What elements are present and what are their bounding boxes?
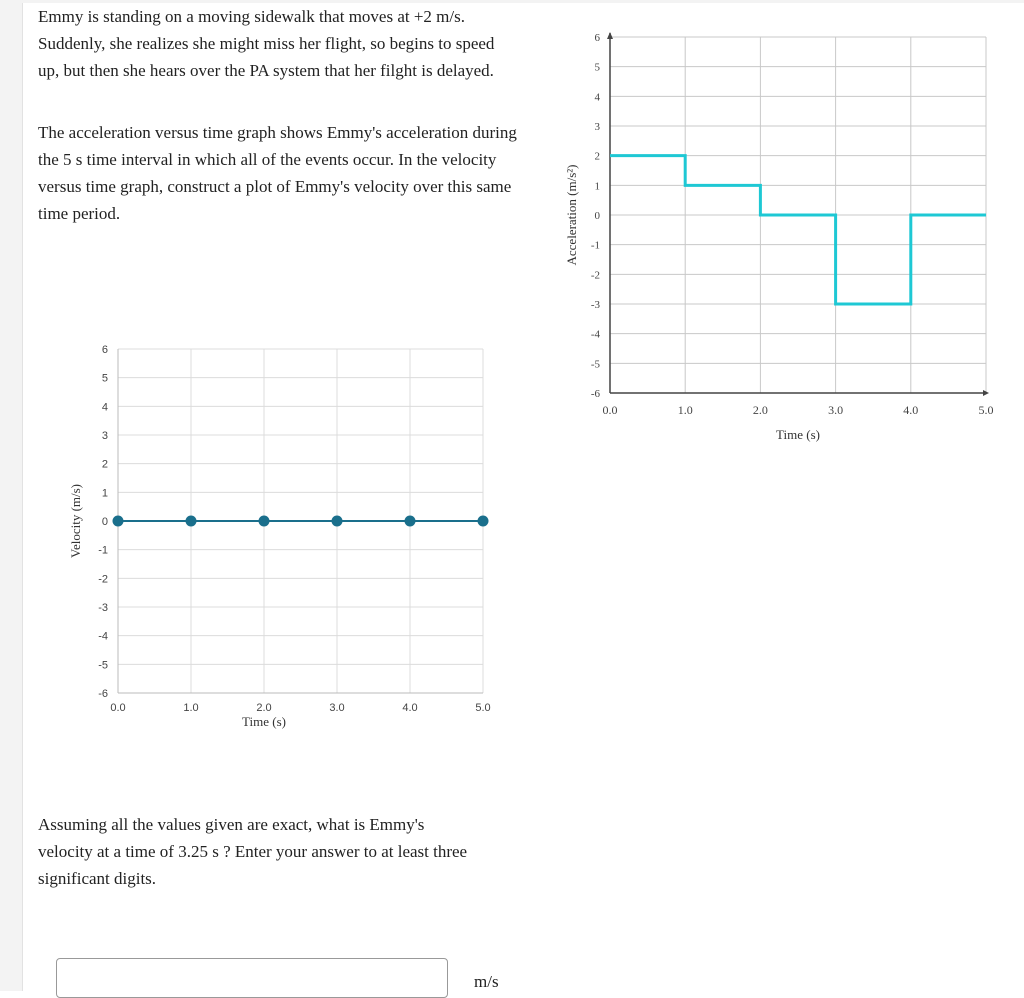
velocity-y-tick-label: 4 [101, 401, 108, 414]
velocity-x-tick-label: 2.0 [256, 702, 272, 714]
accel-y-tick-label: -2 [590, 269, 600, 282]
accel-y-tick-label: -6 [590, 388, 600, 400]
velocity-drag-point[interactable] [186, 516, 197, 527]
accel-y-tick-label: -1 [590, 239, 600, 252]
velocity-y-tick-label: -3 [98, 602, 108, 614]
velocity-y-tick-label: 6 [101, 344, 108, 356]
accel-y-tick-label: 3 [594, 121, 600, 133]
velocity-x-tick-label: 4.0 [402, 702, 418, 714]
velocity-y-tick-label: 1 [101, 487, 108, 500]
accel-y-tick-label: 5 [594, 61, 600, 74]
accel-x-tick-label: 1.0 [677, 403, 693, 417]
velocity-y-tick-label: -2 [98, 573, 108, 586]
velocity-x-tick-label: 1.0 [183, 702, 199, 714]
velocity-y-tick-label: 2 [101, 458, 108, 471]
velocity-drag-point[interactable] [113, 516, 124, 527]
accel-x-tick-label: 2.0 [752, 403, 768, 417]
accel-y-tick-label: 6 [594, 32, 600, 44]
accel-x-tick-label: 5.0 [978, 403, 994, 417]
velocity-drag-point[interactable] [332, 516, 343, 527]
left-page-border [0, 0, 23, 991]
velocity-y-tick-label: -5 [98, 659, 108, 672]
acceleration-time-chart [550, 20, 1020, 460]
velocity-drag-point[interactable] [478, 516, 489, 527]
velocity-y-tick-label: -4 [98, 630, 108, 643]
accel-x-tick-label: 3.0 [828, 403, 844, 417]
velocity-y-axis-label: Velocity (m/s) [68, 483, 83, 559]
accel-x-axis-label: Time (s) [776, 427, 820, 442]
accel-x-tick-label: 0.0 [602, 403, 618, 417]
question-text: Assuming all the values given are exact, what is Emmy's velocity at a time of 3.25 s ? Enter your answer to at least three significant digits. [38, 815, 468, 888]
accel-y-tick-label: 2 [594, 150, 600, 163]
velocity-drag-point[interactable] [405, 516, 416, 527]
accel-x-tick-label: 4.0 [903, 403, 919, 417]
accel-y-tick-label: 1 [594, 180, 600, 193]
velocity-drag-point[interactable] [259, 516, 270, 527]
velocity-y-tick-label: -6 [98, 688, 108, 700]
accel-step-line [610, 156, 986, 304]
velocity-x-tick-label: 0.0 [110, 702, 126, 714]
velocity-x-axis-label: Time (s) [242, 714, 286, 729]
answer-unit-label: m/s [474, 972, 499, 991]
velocity-x-tick-label: 3.0 [329, 702, 345, 714]
velocity-y-tick-label: 5 [101, 372, 108, 385]
accel-y-axis-arrow [607, 32, 613, 39]
problem-instructions-text: The acceleration versus time graph shows Emmy's acceleration during the 5 s time interval in which all of the events occur. In the velocity versus time graph, construct a plot of Emmy's velocity over this same time period. [38, 123, 517, 223]
velocity-x-tick-label: 5.0 [475, 702, 491, 714]
accel-y-tick-label: 0 [594, 210, 600, 222]
accel-y-tick-label: -4 [590, 328, 600, 341]
accel-y-tick-label: 4 [594, 91, 600, 104]
velocity-time-chart[interactable] [60, 335, 510, 745]
accel-y-tick-label: -5 [590, 358, 600, 371]
velocity-y-tick-label: 3 [101, 430, 108, 442]
answer-input[interactable] [56, 958, 448, 998]
accel-y-axis-label: Acceleration (m/s²) [564, 164, 579, 266]
problem-intro-text: Emmy is standing on a moving sidewalk that moves at +2 m/s. Suddenly, she realizes she might miss her flight, so begins to speed up, but then she hears over the PA system that her filght is delayed. [38, 7, 495, 80]
velocity-y-tick-label: 0 [101, 516, 108, 528]
velocity-y-tick-label: -1 [98, 544, 108, 557]
accel-y-tick-label: -3 [590, 299, 600, 311]
